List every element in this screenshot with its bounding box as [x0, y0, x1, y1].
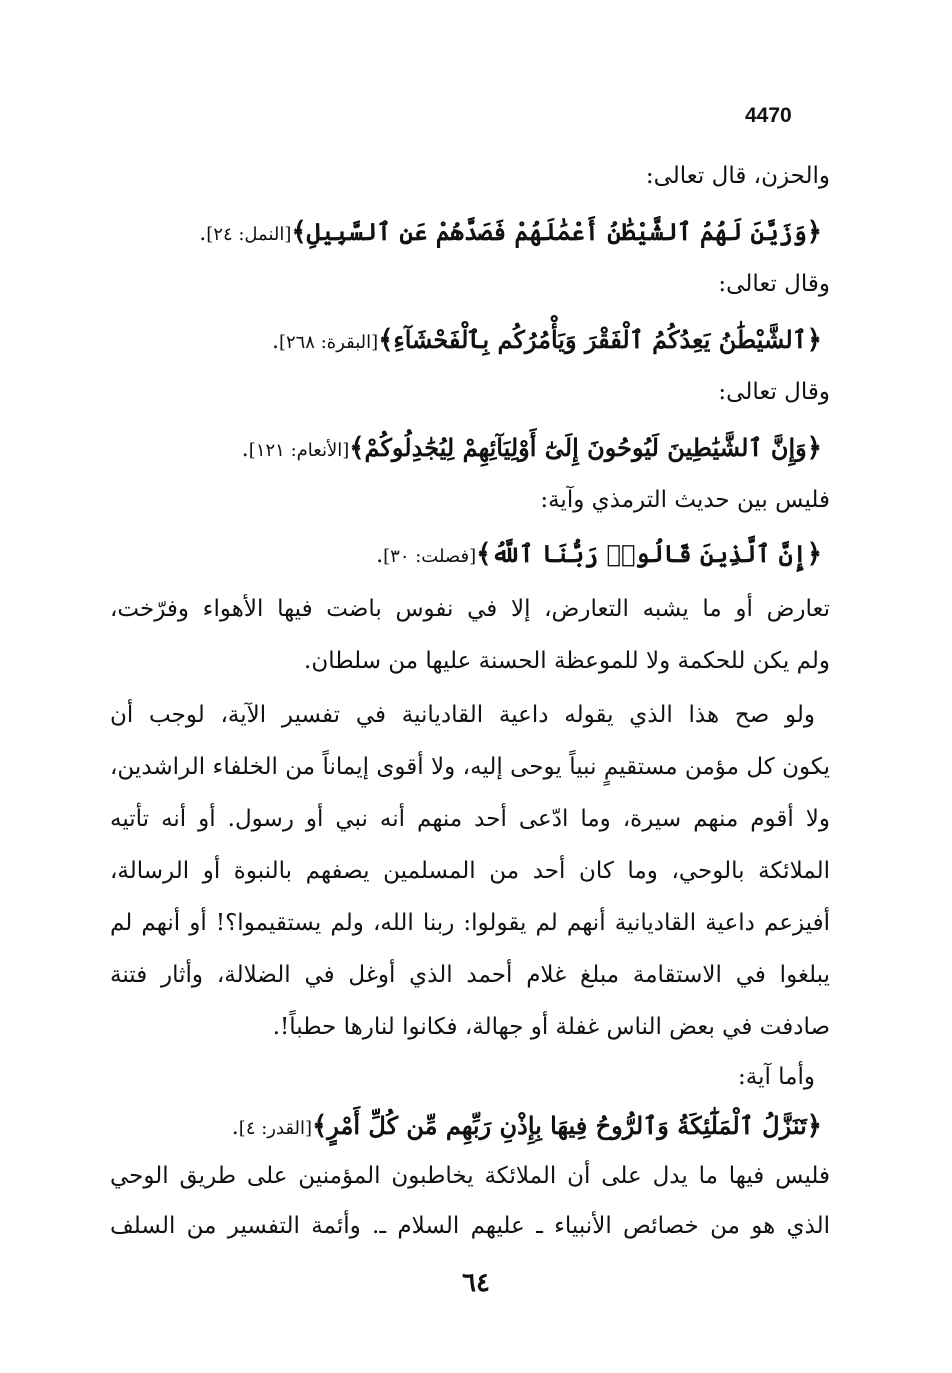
- body-line: وأما آية:: [737, 1064, 815, 1090]
- verse-reference: [فصلت: ٣٠]: [383, 546, 477, 567]
- quran-verse: [199, 210, 822, 254]
- quran-verse: [272, 318, 822, 362]
- body-line: أفيزعم داعية القاديانية أنهم لم يقولوا: ربنا الله، ولم يستقيموا؟! أو أنهم لم: [110, 910, 830, 936]
- verse-open-bracket: ﴿: [806, 539, 822, 569]
- verse-close-bracket: ﴾: [476, 539, 492, 569]
- verse-reference: [القدر: ٤]: [238, 1118, 313, 1139]
- body-line: تعارض أو ما يشبه التعارض، إلا في نفوس باضت فيها الأهواء وفرّخت،: [110, 596, 831, 622]
- body-line: الملائكة بالوحي، وما كان أحد من المسلمين يصفهم بالنبوة أو الرسالة،: [110, 858, 830, 884]
- verse-close-bracket: ﴾: [291, 217, 307, 247]
- body-line: صادفت في بعض الناس غفلة أو جهالة، فكانوا لنارها حطباً!.: [272, 1014, 830, 1040]
- verse-close-bracket: ﴾: [312, 1111, 328, 1141]
- quran-verse: [242, 426, 822, 470]
- verse-close-bracket: ﴾: [378, 325, 394, 355]
- body-line: ولو صح هذا الذي يقوله داعية القاديانية في تفسير الآية، لوجب أن: [110, 702, 815, 728]
- verse-close-bracket: ﴾: [349, 433, 365, 463]
- verse-open-bracket: ﴿: [806, 1111, 822, 1141]
- verse-period: .: [199, 221, 207, 246]
- page-id: 4470: [745, 104, 792, 127]
- verse-period: .: [241, 437, 249, 462]
- verse-open-bracket: ﴿: [806, 433, 822, 463]
- quran-verse: [232, 1104, 822, 1148]
- body-line: الذي هو من خصائص الأنبياء ـ عليهم السلام ـ. وأئمة التفسير من السلف: [110, 1213, 830, 1239]
- verse-period: .: [376, 543, 384, 568]
- body-line: فليس فيها ما يدل على أن الملائكة يخاطبون المؤمنين على طريق الوحي: [110, 1163, 830, 1189]
- body-line: وقال تعالى:: [718, 379, 830, 405]
- verse-text: وَزَيَّنَ لَهُمُ ٱلشَّيْطَٰنُ أَعْمَٰلَهُمْ فَصَدَّهُمْ عَنِ ٱلسَّبِيلِ: [306, 217, 807, 246]
- verse-text: وَإِنَّ ٱلشَّيَٰطِينَ لَيُوحُونَ إِلَىٰٓ أَوْلِيَآئِهِمْ لِيُجَٰدِلُوكُمْ: [364, 433, 807, 462]
- body-line: يبلغوا في الاستقامة مبلغ غلام أحمد الذي أوغل في الضلالة، وأثار فتنة: [110, 962, 830, 988]
- body-line: يكون كل مؤمن مستقيمٍ نبياً يوحى إليه، ولا أقوى إيماناً من الخلفاء الراشدين،: [110, 754, 830, 780]
- body-line: والحزن، قال تعالى:: [645, 163, 830, 189]
- page-number: ٦٤: [462, 1268, 490, 1298]
- body-line: فليس بين حديث الترمذي وآية:: [540, 487, 830, 513]
- body-line: وقال تعالى:: [718, 271, 830, 297]
- verse-period: .: [271, 329, 279, 354]
- verse-text: إِنَّ ٱلَّذِينَ قَالُوا۟ رَبُّنَا ٱللَّهُ: [491, 539, 807, 568]
- verse-period: .: [231, 1115, 239, 1140]
- quran-verse: [376, 532, 822, 576]
- verse-text: تَنَزَّلُ ٱلْمَلَٰٓئِكَةُ وَٱلرُّوحُ فِيهَا بِإِذْنِ رَبِّهِم مِّن كُلِّ أَمْرٍ: [327, 1111, 807, 1140]
- verse-text: ٱلشَّيْطَٰنُ يَعِدُكُمُ ٱلْفَقْرَ وَيَأْمُرُكُم بِٱلْفَحْشَآءِ: [393, 325, 807, 354]
- body-line: ولا أقوم منهم سيرة، وما ادّعى أحد منهم أنه نبي أو رسول. أو أنه تأتيه: [110, 806, 830, 832]
- verse-reference: [النمل: ٢٤]: [206, 224, 292, 245]
- verse-reference: [البقرة: ٢٦٨]: [278, 332, 379, 353]
- verse-reference: [الأنعام: ١٢١]: [248, 440, 350, 461]
- verse-open-bracket: ﴿: [806, 325, 822, 355]
- verse-open-bracket: ﴿: [806, 217, 822, 247]
- body-line: ولم يكن للحكمة ولا للموعظة الحسنة عليها من سلطان.: [304, 648, 830, 674]
